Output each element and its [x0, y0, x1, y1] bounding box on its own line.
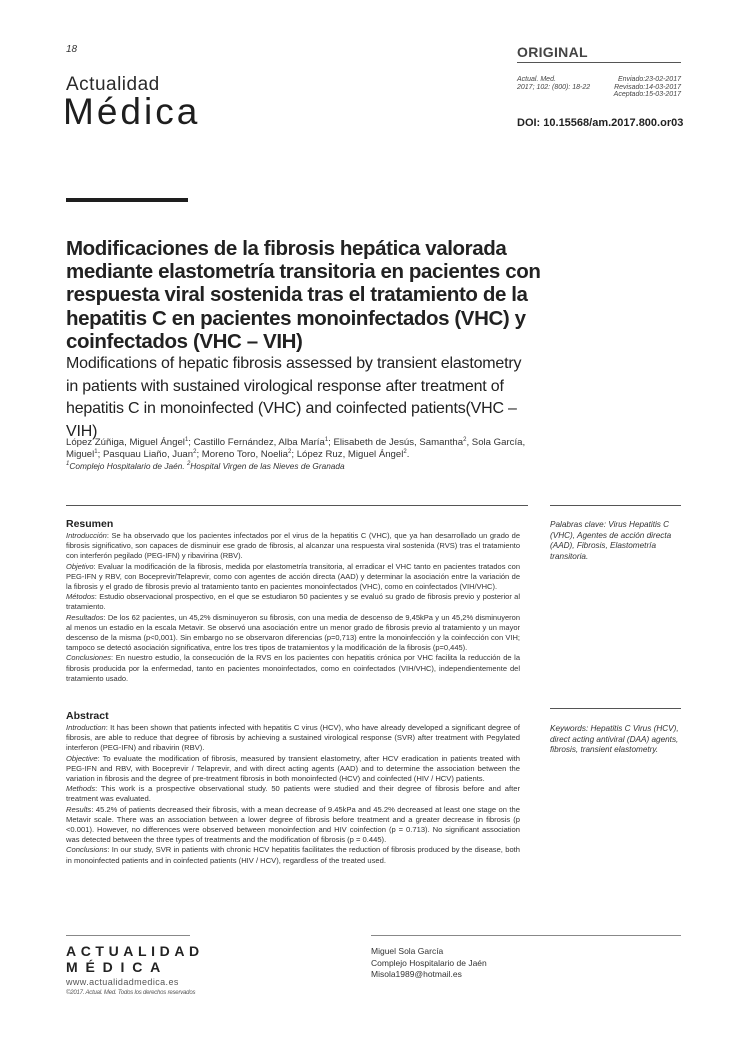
footer-copyright: ©2017. Actual. Med. Todos los derechos reservados: [66, 990, 196, 996]
resumen-paragraph: [66, 562, 520, 593]
author-separator: .: [406, 449, 410, 460]
correspondence-institution: Complejo Hospitalario de Jaén: [371, 957, 487, 968]
keywords-english: Keywords: Hepatitis C Virus (HCV), direct acting antiviral (DAA) agents, fibrosis, transient elastometry.: [550, 724, 679, 754]
footer-logo-line-1: ACTUALIDAD: [66, 943, 204, 959]
resumen-paragraph-label: Introducción: [66, 531, 107, 540]
abstract-paragraph: [66, 754, 520, 785]
header-accent-bar: [66, 198, 188, 202]
affiliation-text: Complejo Hospitalario de Jaén.: [69, 461, 187, 471]
abstract-paragraph-label: Objective: [66, 753, 98, 763]
citation: [517, 76, 597, 92]
page-number: 18: [66, 44, 78, 55]
resumen-paragraph: [66, 613, 520, 654]
citation-line-1: Actual. Med.: [517, 76, 556, 83]
correspondence-email[interactable]: Misola1989@hotmail.es: [371, 969, 462, 980]
author-affiliation-marker: 1: [324, 436, 329, 443]
author-separator: ;: [97, 449, 103, 460]
keywords-spanish: Palabras clave: Virus Hepatitis C (VHC), Agentes de acción directa (AAD), Fibrosis, Elastometría transitoria.: [550, 520, 672, 561]
author-affiliation-marker: 2: [403, 448, 407, 455]
author-affiliation-marker: 2: [288, 448, 292, 455]
author-name: Moreno Toro, Noelia: [201, 449, 289, 460]
affiliation-marker: 2: [186, 461, 191, 468]
resumen-paragraph-text: : Estudio observacional prospectivo, en el que se estudiaron 50 pacientes y se evaluó su grado de fibrosis previo y posterior al tratamiento.: [66, 592, 520, 612]
author-separator: ;: [196, 449, 202, 460]
abstract-paragraph-label: Methods: [66, 784, 96, 794]
author-affiliation-marker: 2: [193, 448, 197, 455]
resumen-paragraph-label: Métodos: [66, 592, 95, 602]
section-divider: [517, 62, 681, 63]
title-english: Modifications of hepatic fibrosis assessed by transient elastometry in patients with sustained virological response after treatment of hepatitis C in monoinfected (VHC) and coinfected patients(VHC – VIH): [66, 355, 522, 440]
resumen-paragraph-label: Objetivo: [66, 561, 94, 571]
abstract-paragraph-text: : In our study, SVR in patients with chronic HCV hepatitis facilitates the reduction of fibrosis produced by the disease, both in monoinfected patients and in coinfected patients (HIV / HCV), regardless of the treated used.: [66, 845, 520, 865]
doi[interactable]: DOI: 10.15568/am.2017.800.or03: [517, 117, 684, 129]
title-spanish: Modificaciones de la fibrosis hepática valorada mediante elastometría transitoria en pacientes con respuesta viral sostenida tras el tratamiento de la hepatitis C en pacientes monoinfectados (VHC) y coinfectados (VHC – VIH): [66, 237, 541, 353]
resumen-heading: Resumen: [66, 518, 114, 530]
author-separator: ;: [291, 449, 297, 460]
author-affiliation-marker: 1: [94, 448, 98, 455]
author-name: Pasquau Liaño, Juan: [102, 449, 194, 460]
abstract-body: [66, 723, 520, 866]
affiliation-text: Hospital Virgen de las Nieves de Granada: [190, 461, 345, 471]
resumen-paragraph-text: : En nuestro estudio, la consecución de la RVS en los pacientes con hepatitis crónica por VHC facilita la reducción de la fibrosis producida por la enfermedad, tanto en pacientes monoinfectados, como en coinfectados (VIH/VHC), independientemente del tratamiento usado.: [66, 653, 520, 683]
author-separator: ;: [328, 437, 334, 448]
resumen-paragraph-label: Conclusiones: [66, 653, 112, 663]
abstract-paragraph-text: : 45.2% of patients decreased their fibrosis, with a mean decrease of 9.45kPa and 45.2% decreased at least one stage on the Metavir scale. There was an association between a lower degree of fibrosis before treatment and a greater decrease in fibrosis (p <0.001). However, no differences were observed between monoinfection and HIV coinfection (p = 0.713). No significant association was detected between the three types of treatments and the modification of fibrosis (p = 0.445).: [66, 804, 520, 845]
abstract-paragraph: [66, 723, 520, 754]
abstract-paragraph-label: Introduction: [66, 723, 106, 732]
abstract-heading: Abstract: [66, 710, 109, 722]
author-separator: ,: [466, 437, 472, 448]
submission-dates: [590, 76, 681, 99]
resumen-paragraph-text: : De los 62 pacientes, un 45,2% disminuyeron su fibrosis, con una media de descenso de 9,45kPa y un 45,2% disminuyeron al menos un estadio en la escala Metavir. Se observó una asociación entre un menor grado de fibrosis previo al tratamiento y un mayor descenso de la misma (p<0,001). Sin embargo no se observaron diferencias (p=0,713) entre la monoinfección y la coinfección con VIH; tampoco se detectó asociación significativa, entre los tres tipos de tratamientos y la modificación de la fibrosis (p=0,445).: [66, 612, 520, 653]
abstract-paragraph: [66, 784, 520, 804]
date-revised: Revisado:14-03-2017: [614, 83, 681, 91]
abstract-paragraph-text: : To evaluate the modification of fibrosis, measured by transient elastometry, after HCV eradication in patients treated with PEG-IFN and RBV, with Boceprevir / Telaprevir, and with direct acting agents (AAD) and to determine the association between the variation in fibrosis and the degree of pre-treatment fibrosis in both monoinfected (HCV) and coinfected (HIV / HCV) patients.: [66, 753, 520, 784]
abstract-paragraph: [66, 805, 520, 846]
date-sent: Enviado:23-02-2017: [617, 76, 681, 83]
journal-logo-top: Actualidad: [66, 74, 160, 95]
author-affiliation-marker: 1: [184, 436, 189, 443]
divider-main: [66, 505, 528, 506]
resumen-body: [66, 531, 520, 684]
abstract-paragraph-label: Conclusions: [66, 845, 108, 855]
correspondence: [371, 946, 487, 981]
footer-url[interactable]: www.actualidadmedica.es: [66, 977, 179, 987]
abstract-paragraph-text: : It has been shown that patients infected with hepatitis C virus (HCV), who have already developed a significant degree of fibrosis, are able to reduce that degree of fibrosis by achieving a sustained virological response (SVR) after treatment with Pegylated interferon (PEG-IFN) and ribavirin (RBV).: [66, 723, 520, 753]
author-name: López Zúñiga, Miguel Ángel: [66, 437, 185, 448]
resumen-paragraph-text: : Evaluar la modificación de la fibrosis, medida por elastometría transitoria, al erradicar el VHC tanto en pacientes tratados con PEG-IFN y RBV, con Boceprevir/Telaprevir, como con agentes de acción directa (AAD) y determinar la asociación entre la variación de la fibrosis y el grado de fibrosis previo al tratamiento tanto en pacientes monoinfectados (VHC), como en coinfectados (VIH/VHC).: [66, 561, 520, 592]
resumen-paragraph-label: Resultados: [66, 612, 104, 622]
abstract-paragraph-text: : This work is a prospective observational study. 50 patients were studied and their degree of fibrosis before and after treatment was evaluated.: [66, 784, 520, 804]
section-label: ORIGINAL: [517, 44, 588, 60]
author-name: Sola García, Miguel: [66, 437, 526, 460]
abstract-paragraph: [66, 845, 520, 865]
abstract-paragraph-label: Results: [66, 804, 92, 814]
footer-divider-left: [66, 935, 190, 936]
footer-logo-line-2: MÉDICA: [66, 959, 169, 975]
affiliations: [66, 461, 526, 471]
divider-side-top: [550, 505, 681, 506]
resumen-paragraph-text: : Se ha observado que los pacientes infectados por el virus de la hepatitis C (VHC), que ya han desarrollado un grado de fibrosis significativo, son capaces de disminuir ese grado de fibrosis, al alcanzar una respuesta viral sostenida (RVS) tras el tratamiento con interferón pegilado (PEG-IFN) y ribavirina (RBV).: [66, 531, 520, 561]
author-affiliation-marker: 2: [463, 436, 467, 443]
author-separator: ;: [188, 437, 194, 448]
resumen-paragraph: [66, 531, 520, 562]
affiliation-marker: 1: [66, 461, 70, 468]
date-accepted: Aceptado:15-03-2017: [613, 91, 681, 98]
resumen-paragraph: [66, 653, 520, 684]
journal-logo-bottom: Médica: [63, 91, 201, 132]
divider-side-bottom: [550, 708, 681, 709]
footer-divider-right: [371, 935, 681, 936]
author-name: Castillo Fernández, Alba María: [193, 437, 325, 448]
correspondence-name: Miguel Sola García: [371, 946, 444, 956]
author-name: López Ruz, Miguel Ángel: [296, 449, 404, 460]
author-list: [66, 437, 526, 461]
author-name: Elisabeth de Jesús, Samantha: [333, 437, 464, 448]
resumen-paragraph: [66, 592, 520, 612]
citation-line-2: 2017; 102: (800): 18-22: [517, 84, 591, 91]
